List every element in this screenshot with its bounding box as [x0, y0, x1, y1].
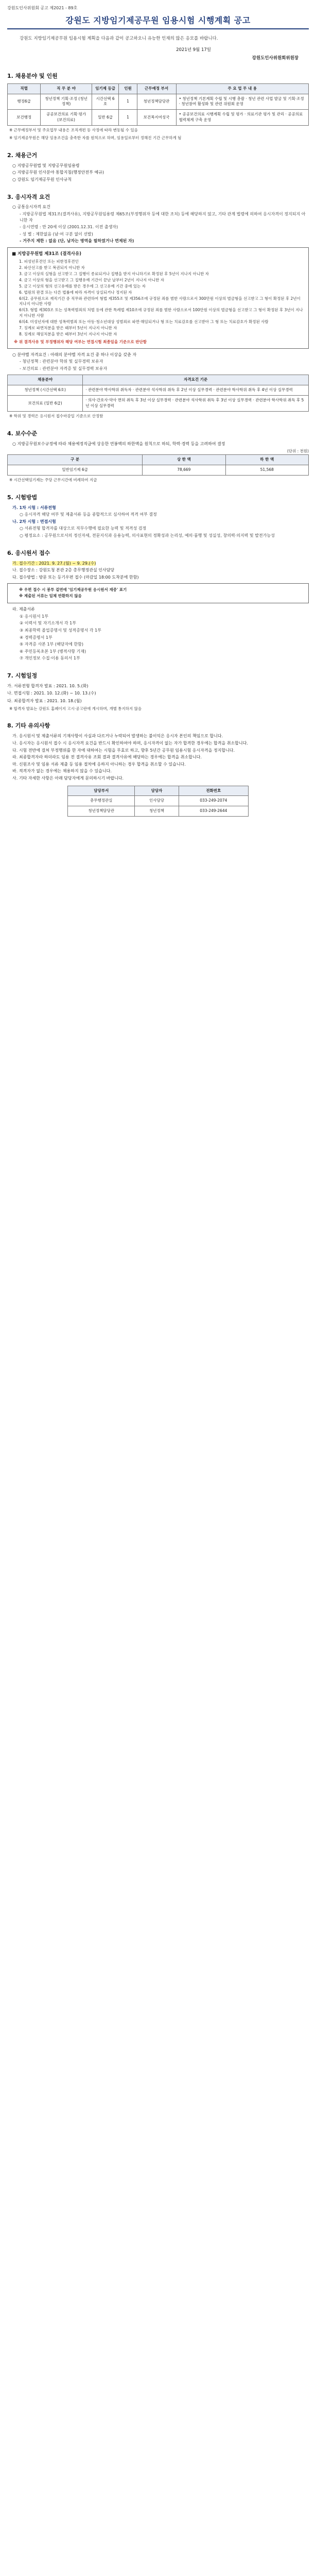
list-item: 마. 신원조사 및 임용 서류 제출 등 임용 절차에 응하지 아니하는 경우 합격을 취소할 수 있습니다. — [12, 761, 186, 767]
basis-list — [7, 163, 309, 183]
title-block — [7, 14, 309, 29]
notice-date: 2021년 9월 17일 — [176, 47, 211, 53]
list-item: ※ 제출된 서류는 일체 반환하지 않음 — [19, 594, 82, 599]
schedule-note: ※ 합격자 발표는 강원도 홈페이지 고시·공고란에 게시하며, 개별 통지하지 않음 — [9, 706, 142, 711]
recruitment-table — [7, 83, 309, 126]
table-cell: 청년정책 — [135, 806, 179, 817]
list-item: 6의2. 공무원으로 재직기간 중 직무와 관련하여 형법 제355조 및 제356조에 규정된 죄를 범한 사람으로서 300만원 이상의 벌금형을 선고받고 그 형이 확정된 후 2년이 지나지 아니한 사람 — [19, 296, 301, 307]
list-item: ○ 지방공무원 인사분야 통합지침(행정안전부 예규) — [12, 170, 104, 175]
list-item: 5. 금고 이상의 형의 선고유예를 받은 경우에 그 선고유예 기간 중에 있는 자 — [19, 283, 146, 289]
list-item: 7. 징계로 파면처분을 받은 때부터 5년이 지나지 아니한 자 — [19, 325, 117, 330]
section-salary — [7, 430, 309, 483]
table-header: 하 한 액 — [225, 455, 308, 465]
schedule-item: 다. 최종합격자 발표 : 2021. 10. 18.(월) — [7, 699, 82, 703]
table-cell: 1 — [119, 94, 137, 110]
table-cell: 청년정책 (시간선택 6호) — [8, 385, 83, 396]
table-cell: 033-249-2074 — [179, 796, 248, 806]
list-item: 3. 금고 이상의 실형을 선고받고 그 집행이 종료되거나 집행을 받지 아니하기로 확정된 후 5년이 지나지 아니한 자 — [19, 272, 209, 277]
list-item: ① 응시원서 1부 — [20, 614, 48, 619]
table-row — [68, 796, 249, 806]
table-header-row — [68, 786, 249, 796]
table-row — [8, 385, 309, 396]
section-recruitment — [7, 72, 309, 141]
notes-list — [7, 733, 309, 781]
title-divider — [7, 28, 309, 29]
table-header: 전화번호 — [179, 786, 248, 796]
list-item: 나. 2차 시험 : 면접시험 — [12, 519, 56, 524]
list-item: ② 이력서 및 자기소개서 각 1부 — [20, 621, 76, 626]
table-header: 근무예정 부서 — [137, 83, 176, 94]
table-row — [68, 806, 249, 817]
salary-list — [7, 441, 309, 447]
list-item: - 청년정책 : 관련분야 학위 및 실무경력 보유자 — [20, 359, 103, 364]
list-item: 1. 피성년후견인 또는 피한정후견인 — [19, 259, 79, 264]
table-row — [8, 465, 309, 476]
list-item: 나. 접수장소 : 강원도청 본관 2층 총무행정관실 인사담당 — [12, 568, 115, 573]
section-legal-basis — [7, 151, 309, 183]
section-notes — [7, 722, 309, 817]
list-item: 4. 금고 이상의 형을 선고받고 그 집행유예 기간이 끝난 날부터 2년이 지나지 아니한 자 — [19, 277, 165, 282]
table-header: 구 분 — [8, 455, 143, 465]
table-header-row — [8, 455, 309, 465]
list-item: ○ 강원도 임기제공무원 인사규칙 — [12, 177, 72, 182]
table-header-row — [8, 83, 309, 94]
table-header: 담당부서 — [68, 786, 135, 796]
table-cell: 1 — [119, 110, 137, 126]
section-title: 7. 시험일정 — [7, 672, 38, 679]
section-title: 1. 채용분야 및 인원 — [7, 72, 58, 79]
list-item: ○ 서류전형 합격자를 대상으로 직무수행에 필요한 능력 및 적격성 검정 — [20, 526, 147, 531]
list-item: ○ 공통응시자격 요건 — [12, 205, 50, 210]
table-cell: 보건의료 (일반 6급) — [8, 396, 83, 412]
section-title: 5. 시험방법 — [7, 494, 38, 501]
list-item: 다. 시험 전반에 걸쳐 부정행위를 한 자에 대하여는 시험을 무효로 하고, 향후 5년간 공무원 임용시험 응시자격을 정지합니다. — [12, 748, 235, 753]
table-header: 직 무 분 야 — [41, 83, 92, 94]
list-item: ⑤ 자격증 사본 1부 (해당자에 한함) — [20, 642, 83, 647]
section-title: 2. 채용근거 — [7, 151, 38, 159]
table-cell: • 청년정책 기본계획 수립 및 시행 총괄 · 청년 관련 사업 발굴 및 기획·조정 · 청년참여 활성화 및 관련 위원회 운영 — [176, 94, 308, 110]
section-exam-method — [7, 494, 309, 539]
page-title: 강원도 지방임기제공무원 임용시험 시행계획 공고 — [65, 15, 251, 25]
table-header-row — [8, 375, 309, 385]
requirements-table — [7, 375, 309, 412]
table-cell: 청년정책담당관 — [68, 806, 135, 817]
table-cell: 청년정책담당관 — [137, 94, 176, 110]
table-row — [8, 94, 309, 110]
list-item: 다. 접수방법 : 방문 또는 등기우편 접수 (마감일 18:00 도착분에 한함) — [12, 574, 139, 580]
table-cell: 일반 6급 — [92, 110, 119, 126]
table-cell: 78,669 — [143, 465, 225, 476]
list-item: 나. 응시자는 응시원서 접수 시 응시자격 요건을 반드시 확인하여야 하며, 응시자격이 없는 자가 합격한 경우에는 합격을 취소합니다. — [12, 741, 248, 745]
table-header: 직렬 — [8, 83, 41, 94]
list-item: 사. 기타 자세한 사항은 아래 담당자에게 문의하시기 바랍니다. — [12, 775, 124, 781]
list-item: - 성 별 : 제한없음 (남·여 구분 없이 선발) — [20, 231, 93, 236]
table-note: ※ 학위 및 경력은 응시원서 접수마감일 기준으로 산정함 — [9, 413, 103, 418]
list-item: 라. 제출서류 — [12, 607, 35, 612]
table-header: 상 한 액 — [143, 455, 225, 465]
list-item: ④ 경력증명서 1부 — [20, 635, 52, 640]
section-title: 4. 보수수준 — [7, 430, 38, 437]
list-item: 바. 적격자가 없는 경우에는 채용하지 않을 수 있습니다. — [12, 769, 112, 774]
schedule-item: 나. 면접시험 : 2021. 10. 12.(화) ~ 10. 13.(수) — [7, 691, 96, 696]
table-header: 인원 — [119, 83, 137, 94]
table-cell: 인사담당 — [135, 796, 179, 806]
table-cell: 일반임기제 6급 — [8, 465, 143, 476]
table-cell: 033-249-2644 — [179, 806, 248, 817]
table-cell: • 공공보건의료 시행계획 수립 및 평가 · 의료기관 평가 및 관리 · 공공의료 협력체계 구축 운영 — [176, 110, 308, 126]
table-cell: 51,568 — [225, 465, 308, 476]
list-item: ○ 분야별 자격요건 : 아래의 분야별 자격 요건 중 하나 이상을 갖춘 자 — [12, 352, 137, 357]
list-item: ⑥ 주민등록초본 1부 (병적사항 기재) — [20, 649, 86, 654]
table-row — [8, 396, 309, 412]
table-cell: 보건복지여성국 — [137, 110, 176, 126]
list-item: 2. 파산선고를 받고 복권되지 아니한 자 — [19, 265, 85, 270]
section-eligibility — [7, 193, 309, 419]
unit-label: (단위 : 천원) — [287, 449, 309, 454]
table-note: ※ 근무예정부서 및 주요업무 내용은 조직개편 등 사정에 따라 변동될 수 있음 — [9, 128, 138, 133]
extra-list — [7, 352, 309, 372]
list-item: - 지방공무원법 제31조(결격사유), 지방공무원임용령 제65조(부정행위자 등에 대한 조치) 등에 해당하지 않고, 기타 관계 법령에 의하여 응시자격이 정지되지 아니한 자 — [20, 212, 306, 223]
table-cell: 총무행정관실 — [68, 796, 135, 806]
contact-table — [67, 786, 249, 817]
method-list — [7, 505, 309, 539]
application-list — [7, 561, 309, 581]
list-item: 라. 최종합격자라 하더라도 임용 전 결격사유 조회 결과 결격사유에 해당하는 경우에는 합격을 취소합니다. — [12, 755, 202, 760]
notice-page — [0, 0, 316, 837]
table-header: 임기제 등급 — [92, 83, 119, 94]
application-notice-box — [7, 583, 309, 603]
list-item: 6의4. 미성년자에 대한 성폭력범죄 또는 아동·청소년대상 성범죄로 파면·해임되거나 형 또는 치료감호를 선고받아 그 형 또는 치료감호가 확정된 사람 — [19, 319, 269, 325]
list-item: ○ 지방공무원법 및 지방공무원임용령 — [12, 163, 80, 168]
list-item: ○ 응시자격 해당 여부 및 제출서류 등을 종합적으로 심사하여 적격 여부 결정 — [20, 512, 157, 517]
section-application — [7, 549, 309, 662]
table-cell: 청년정책 기획·조정 (청년정책) — [41, 94, 92, 110]
box-note: ※ 위 결격사유 및 부정행위자 해당 여부는 면접시험 최종일을 기준으로 판단함 — [14, 339, 147, 344]
intro-text: 강원도 지방임기제공무원 임용시험 계획을 다음과 같이 공고하오니 유능한 인재의 많은 응모를 바랍니다. — [20, 36, 218, 41]
section-title: 3. 응시자격 요건 — [7, 193, 50, 200]
list-item: - 보건의료 : 관련분야 자격증 및 실무경력 보유자 — [20, 366, 108, 371]
section-title: 8. 기타 유의사항 — [7, 722, 50, 730]
section-schedule — [7, 672, 309, 712]
list-item: ⑦ 개인정보 수집·이용 동의서 1부 — [20, 656, 80, 661]
table-cell: 보건행정 — [8, 110, 41, 126]
list-item: ○ 평정요소 : 공무원으로서의 정신자세, 전문지식과 응용능력, 의사표현의 정확성과 논리성, 예의·품행 및 성실성, 창의력·의지력 및 발전가능성 — [20, 533, 275, 538]
table-cell: 공공보건의료 기획·평가 (보건의료) — [41, 110, 92, 126]
table-header: 채용분야 — [8, 375, 83, 385]
list-item: 가. 응시원서 및 제출서류의 기재사항이 사실과 다르거나 누락되어 발생하는 불이익은 응시자 본인의 책임으로 합니다. — [12, 734, 223, 739]
list-item: 6. 법원의 판결 또는 다른 법률에 따라 자격이 상실되거나 정지된 자 — [19, 290, 132, 295]
list-item: 6의3. 형법 제303조 또는 성폭력범죄의 처벌 등에 관한 특례법 제10조에 규정된 죄를 범한 사람으로서 100만원 이상의 벌금형을 선고받고 그 형이 확정된 후 3년이 지나지 아니한 사람 — [19, 308, 303, 318]
table-cell: 행정6급 — [8, 94, 41, 110]
list-item — [12, 561, 309, 567]
list-item: 가. 1차 시험 : 서류전형 — [12, 505, 56, 510]
list-item: ③ 최종학력 졸업증명서 및 성적증명서 각 1부 — [20, 628, 101, 633]
table-note: ※ 시간선택임기제는 주당 근무시간에 비례하여 지급 — [9, 477, 97, 482]
table-cell: · 의사·간호사·약사 면허 취득 후 3년 이상 실무경력 · 관련분야 석사학위 취득 후 3년 이상 실무경력 · 관련분야 학사학위 취득 후 5년 이상 실무경력 — [83, 396, 309, 412]
list-item: ○ 지방공무원보수규정에 따라 채용예정직급에 상응한 연봉액의 하한액을 원칙으로 하되, 학력·경력 등을 고려하여 결정 — [12, 441, 225, 446]
table-header: 자격요건 기준 — [83, 375, 309, 385]
documents-list — [7, 606, 309, 662]
issuer: 강원도인사위원회위원장 — [252, 56, 299, 61]
table-row — [8, 110, 309, 126]
list-item: - 거주지 제한 : 없음 (단, 남자는 병역을 필하였거나 면제된 자) — [20, 239, 134, 244]
table-header: 주 요 업 무 내 용 — [176, 83, 308, 94]
disqualification-box — [7, 247, 309, 349]
list-item: 8. 징계로 해임처분을 받은 때부터 3년이 지나지 아니한 자 — [19, 331, 117, 336]
application-period: 가. 접수기간 : 2021. 9. 27.(월) ~ 9. 29.(수) — [12, 561, 96, 566]
list-item: - 응시연령 : 만 20세 이상 (2001.12.31. 이전 출생자) — [20, 225, 118, 230]
list-item: ※ 우편 접수 시 봉투 겉면에 '임기제공무원 응시원서 재중' 표기 — [19, 587, 127, 592]
schedule-item: 가. 서류전형 합격자 발표 : 2021. 10. 5.(화) — [7, 683, 89, 688]
eligibility-list — [7, 204, 309, 244]
table-cell: 시간선택 6호 — [92, 94, 119, 110]
section-title: 6. 응시원서 접수 — [7, 549, 50, 556]
table-header: 담당자 — [135, 786, 179, 796]
notice-number: 강원도인사위원회 공고 제2021 - 89호 — [7, 6, 78, 10]
table-cell: · 관련분야 박사학위 취득자 · 관련분야 석사학위 취득 후 2년 이상 실무경력 · 관련분야 학사학위 취득 후 4년 이상 실무경력 — [83, 385, 309, 396]
table-note: ※ 임기제공무원은 해당 임용조건을 충족한 자를 원칙으로 하며, 임용일로부터 정해진 기간 근무하게 됨 — [9, 135, 182, 140]
box-title: ■ 지방공무원법 제31조 (결격사유) — [12, 251, 82, 257]
salary-table — [7, 454, 309, 476]
